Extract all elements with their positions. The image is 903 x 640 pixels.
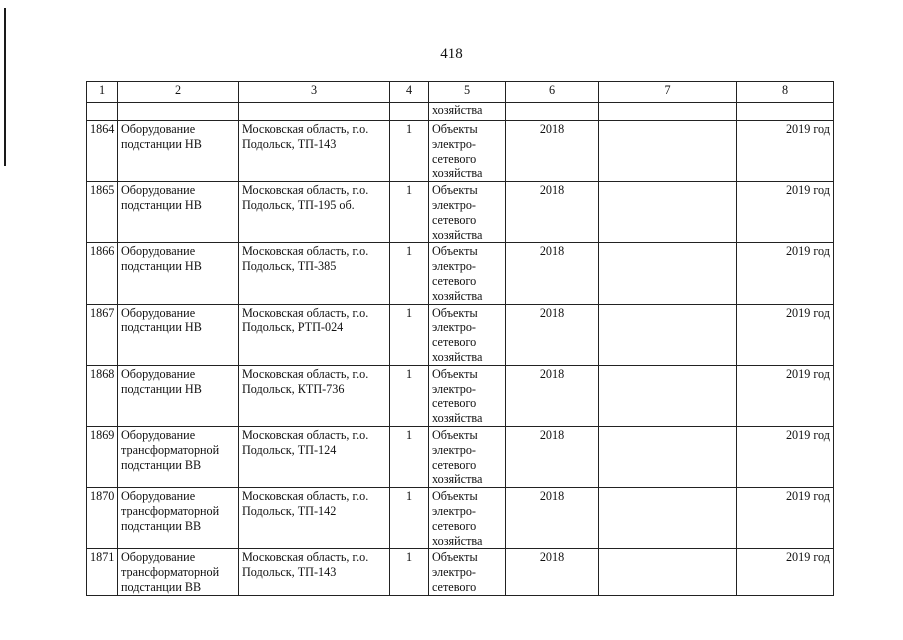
cell-note [599,243,737,304]
table-header [87,82,834,103]
table-body [87,103,834,596]
cell-quantity: 1 [390,304,429,365]
cell-name: Оборудование трансформаторной подстанции ВВ [118,426,239,487]
column-header: 8 [737,82,834,103]
cell-address: Московская область, г.о. Подольск, ТП-124 [239,426,390,487]
cell-year: 2018 [506,121,599,182]
cell-name: Оборудование трансформаторной подстанции ВВ [118,549,239,595]
cell-name: Оборудование подстанции НВ [118,243,239,304]
cell-year: 2018 [506,549,599,595]
cell-name: Оборудование трансформаторной подстанции ВВ [118,488,239,549]
table-row [87,426,834,487]
cell-address: Московская область, г.о. Подольск, ТП-142 [239,488,390,549]
cell-category: Объекты электро-сетевого [429,549,506,595]
cell-note [599,426,737,487]
cell-year: 2018 [506,426,599,487]
cell-category: Объекты электро-сетевого хозяйства [429,182,506,243]
cell-quantity: 1 [390,365,429,426]
column-header: 6 [506,82,599,103]
cell-note [599,182,737,243]
cell-category: Объекты электро-сетевого хозяйства [429,304,506,365]
cell-note [599,488,737,549]
cell-category: Объекты электро-сетевого хозяйства [429,121,506,182]
table-row [87,121,834,182]
cell-number: 1870 [87,488,118,549]
cell-deadline: 2019 год [737,365,834,426]
continuation-row [87,103,834,121]
cell-note [599,365,737,426]
cell-deadline: 2019 год [737,304,834,365]
cell-quantity: 1 [390,182,429,243]
cell-category: Объекты электро-сетевого хозяйства [429,243,506,304]
column-header: 3 [239,82,390,103]
cell-year: 2018 [506,365,599,426]
cell-quantity: 1 [390,121,429,182]
table-row [87,488,834,549]
table-row [87,243,834,304]
cell-quantity: 1 [390,549,429,595]
cell-year [506,103,599,121]
cell-name: Оборудование подстанции НВ [118,365,239,426]
cell-address: Московская область, г.о. Подольск, РТП-024 [239,304,390,365]
cell-deadline: 2019 год [737,426,834,487]
cell-number: 1871 [87,549,118,595]
cell-address: Московская область, г.о. Подольск, ТП-143 [239,121,390,182]
scan-margin-line [4,8,6,166]
header-row [87,82,834,103]
cell-address: Московская область, г.о. Подольск, ТП-143 [239,549,390,595]
cell-year: 2018 [506,182,599,243]
cell-quantity: 1 [390,426,429,487]
column-header: 7 [599,82,737,103]
cell-category: Объекты электро-сетевого хозяйства [429,365,506,426]
cell-name: Оборудование подстанции НВ [118,121,239,182]
cell-address: Московская область, г.о. Подольск, ТП-195 об. [239,182,390,243]
cell-note [599,549,737,595]
cell-deadline [737,103,834,121]
cell-number: 1869 [87,426,118,487]
column-header: 1 [87,82,118,103]
table-row [87,182,834,243]
column-header: 5 [429,82,506,103]
cell-number: 1868 [87,365,118,426]
cell-number: 1865 [87,182,118,243]
cell-number: 1866 [87,243,118,304]
column-header: 4 [390,82,429,103]
page-number: 418 [440,46,463,62]
registry-table [86,81,834,596]
table-row [87,365,834,426]
cell-deadline: 2019 год [737,182,834,243]
cell-name [118,103,239,121]
cell-address [239,103,390,121]
cell-address: Московская область, г.о. Подольск, КТП-736 [239,365,390,426]
cell-category: Объекты электро-сетевого хозяйства [429,488,506,549]
cell-quantity [390,103,429,121]
cell-quantity: 1 [390,488,429,549]
cell-note [599,121,737,182]
cell-deadline: 2019 год [737,549,834,595]
cell-number: 1864 [87,121,118,182]
cell-note [599,304,737,365]
cell-deadline: 2019 год [737,243,834,304]
cell-year: 2018 [506,304,599,365]
cell-deadline: 2019 год [737,121,834,182]
cell-category: Объекты электро-сетевого хозяйства [429,426,506,487]
cell-number [87,103,118,121]
cell-year: 2018 [506,243,599,304]
cell-year: 2018 [506,488,599,549]
cell-quantity: 1 [390,243,429,304]
table-row [87,549,834,595]
cell-number: 1867 [87,304,118,365]
cell-address: Московская область, г.о. Подольск, ТП-385 [239,243,390,304]
cell-note [599,103,737,121]
cell-deadline: 2019 год [737,488,834,549]
table-row [87,304,834,365]
cell-name: Оборудование подстанции НВ [118,304,239,365]
cell-category: хозяйства [429,103,506,121]
column-header: 2 [118,82,239,103]
cell-name: Оборудование подстанции НВ [118,182,239,243]
